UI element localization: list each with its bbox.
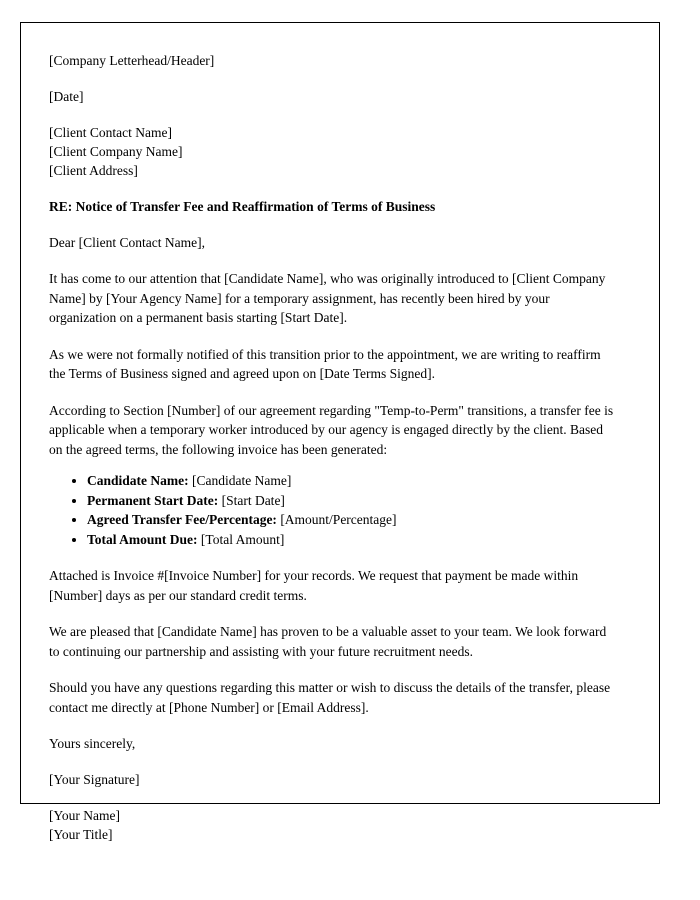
client-company-name: [Client Company Name] <box>49 144 183 159</box>
invoice-item-value: [Start Date] <box>221 492 285 508</box>
invoice-item-label: Candidate Name: <box>87 473 189 488</box>
paragraph-terms-reaffirmation: As we were not formally notified of this transition prior to the appointment, we are writing to reaffirm the Terms of Business signed and agreed upon on [Date Terms Signed]. <box>49 346 601 381</box>
closing-salutation: Yours sincerely, <box>49 736 136 751</box>
paragraph-invoice-payment: Attached is Invoice #[Invoice Number] for your records. We request that payment be made within [Number] days as per our standard credit terms. <box>49 568 579 603</box>
invoice-item-value: [Candidate Name] <box>192 473 292 488</box>
paragraph-transfer-fee-clause: According to Section [Number] of our agreement regarding "Temp-to-Perm" transitions, a transfer fee is applicable when a temporary worker introduced by our agency is engaged directly by the client. Based on the agreed terms, the following invoice has been generated: <box>49 402 614 457</box>
list-item <box>87 510 619 530</box>
paragraph-partnership: We are pleased that [Candidate Name] has proven to be a valuable asset to your team. We look forward to continuing our partnership and assisting with your future recruitment needs. <box>49 624 607 659</box>
invoice-item-label: Total Amount Due: <box>87 531 198 547</box>
company-letterhead: [Company Letterhead/Header] <box>49 53 215 68</box>
letter-subject: RE: Notice of Transfer Fee and Reaffirmation of Terms of Business <box>49 199 436 214</box>
signature-placeholder: [Your Signature] <box>49 772 140 787</box>
list-item <box>87 471 619 491</box>
paragraph-introduction: It has come to our attention that [Candidate Name], who was originally introduced to [Client Company Name] by [Your Agency Name] for a temporary assignment, has recently been hired by your organization on a permanent basis starting [Start Date]. <box>49 271 606 325</box>
invoice-item-label: Permanent Start Date: <box>87 492 219 508</box>
document-page <box>20 22 660 842</box>
salutation: Dear [Client Contact Name], <box>49 235 205 250</box>
document-content <box>49 51 619 842</box>
letter-date: [Date] <box>49 89 84 104</box>
invoice-item-value: [Total Amount] <box>200 531 285 547</box>
list-item <box>87 491 619 511</box>
invoice-item-label: Agreed Transfer Fee/Percentage: <box>87 512 277 527</box>
client-address: [Client Address] <box>49 163 138 178</box>
sender-name: [Your Name] <box>49 808 120 823</box>
invoice-item-value: [Amount/Percentage] <box>280 512 397 527</box>
sender-title: [Your Title] <box>49 827 113 842</box>
client-contact-name: [Client Contact Name] <box>49 125 172 140</box>
paragraph-contact: Should you have any questions regarding this matter or wish to discuss the details of the transfer, please contact me directly at [Phone Number] or [Email Address]. <box>49 680 611 715</box>
invoice-details-list <box>49 471 619 549</box>
list-item <box>87 530 619 550</box>
